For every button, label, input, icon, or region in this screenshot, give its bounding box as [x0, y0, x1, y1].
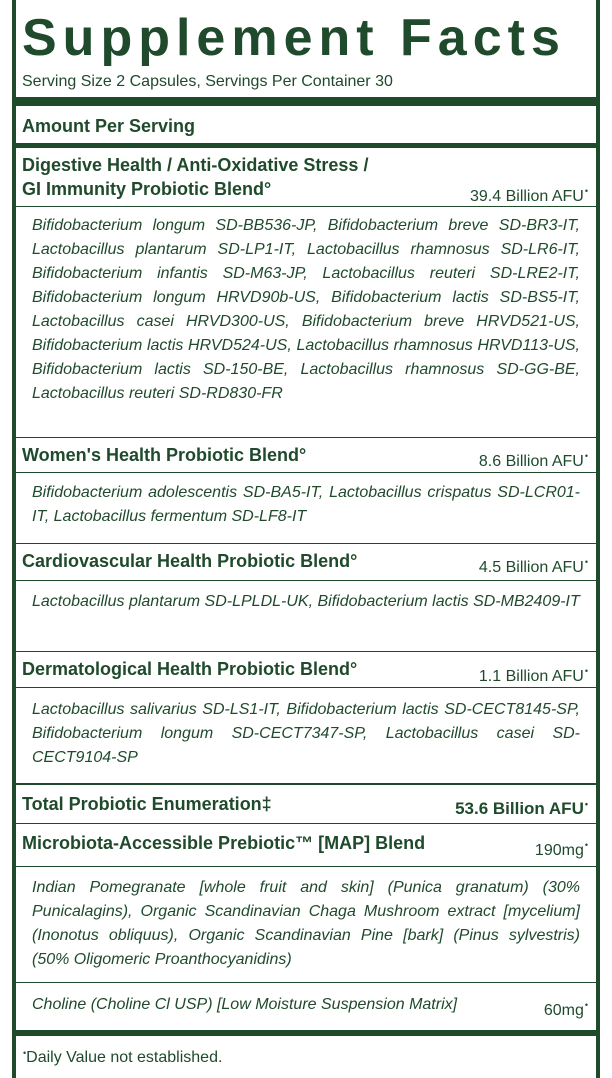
blend-ingredients: Bifidobacterium adolescentis SD-BA5-IT, Lactobacillus crispatus SD-LCR01-IT, Lactobacillus fermentum SD-LF8-IT — [32, 484, 580, 525]
blend-amount: 4.5 Billion AFU• — [478, 557, 588, 576]
panel-title: Supplement Facts — [22, 9, 566, 67]
blend-ingredients: Bifidobacterium longum SD-BB536-JP, Bifidobacterium breve SD-BR3-IT, Lactobacillus plantarum SD-LP1-IT, Lactobacillus rhamnosus SD-LR6-IT, Bifidobacterium infantis SD-M63-JP, Lactobacillus reuteri SD-LRE2-IT, Bifidobacterium longum HRVD90b-US, Bifidobacterium lactis SD-BS5-IT, Lactobacillus casei HRVD300-US, Bifidobacterium breve HRVD521-US, Bifidobacterium lactis HRVD524-US, Lactobacillus rhamnosus HRVD113-US, Bifidobacterium lactis SD-150-BE, Lactobacillus rhamnosus SD-GG-BE, Lactobacillus reuteri SD-RD830-FR — [32, 217, 580, 402]
total-amount: 53.6 Billion AFU• — [455, 799, 588, 818]
dv-marker: • — [584, 557, 588, 567]
dv-marker: • — [584, 1000, 588, 1010]
thick-divider — [16, 1030, 596, 1036]
serving-info: Serving Size 2 Capsules, Servings Per Container 30 — [22, 73, 393, 90]
divider — [16, 580, 596, 581]
divider — [16, 543, 596, 544]
dv-marker: • — [584, 186, 588, 196]
divider — [16, 982, 596, 983]
divider — [16, 472, 596, 473]
blend-amount: 39.4 Billion AFU• — [470, 186, 588, 205]
blend-name: Dermatological Health Probiotic Blend° — [22, 659, 358, 679]
blend-name: Women's Health Probiotic Blend° — [22, 445, 307, 465]
divider — [16, 823, 596, 824]
divider — [16, 437, 596, 438]
amount-per-serving: Amount Per Serving — [22, 116, 196, 136]
thick-divider — [16, 97, 596, 106]
choline-name: Choline (Choline Cl USP) [Low Moisture Suspension Matrix] — [32, 996, 458, 1013]
blend-amount: 8.6 Billion AFU• — [478, 451, 588, 470]
divider — [16, 651, 596, 652]
prebiotic-name: Microbiota-Accessible Prebiotic™ [MAP] Blend — [22, 833, 426, 853]
divider — [16, 783, 596, 785]
medium-divider — [16, 143, 596, 148]
dv-marker: • — [23, 1048, 27, 1058]
dv-marker: • — [584, 799, 588, 809]
blend-name: GI Immunity Probiotic Blend° — [22, 179, 272, 199]
blend-name: Cardiovascular Health Probiotic Blend° — [22, 551, 358, 571]
choline-amount: 60mg• — [543, 1000, 588, 1019]
blend-ingredients: Lactobacillus salivarius SD-LS1-IT, Bifidobacterium lactis SD-CECT8145-SP, Bifidobacterium longum SD-CECT7347-SP, Lactobacillus casei SD-CECT9104-SP — [32, 701, 580, 766]
blend-name: Digestive Health / Anti-Oxidative Stress / — [22, 155, 369, 175]
blend-ingredients: Lactobacillus plantarum SD-LPLDL-UK, Bifidobacterium lactis SD-MB2409-IT — [32, 593, 580, 610]
dv-marker: • — [584, 840, 588, 850]
dv-marker: • — [584, 451, 588, 461]
divider — [16, 206, 596, 207]
prebiotic-ingredients: Indian Pomegranate [whole fruit and skin] (Punica granatum) (30% Punicalagins), Organic Scandinavian Chaga Mushroom extract [mycelium] (Inonotus obliquus), Organic Scandinavian Pine [bark] (Pinus sylvestris) (50% Oligomeric Proanthocyanidins) — [32, 879, 580, 968]
divider — [16, 687, 596, 688]
footnote: •Daily Value not established. — [23, 1048, 223, 1066]
dv-marker: • — [584, 666, 588, 676]
total-label: Total Probiotic Enumeration‡ — [22, 794, 272, 814]
divider — [16, 866, 596, 867]
blend-amount: 1.1 Billion AFU• — [478, 666, 588, 685]
prebiotic-amount: 190mg• — [534, 840, 588, 859]
